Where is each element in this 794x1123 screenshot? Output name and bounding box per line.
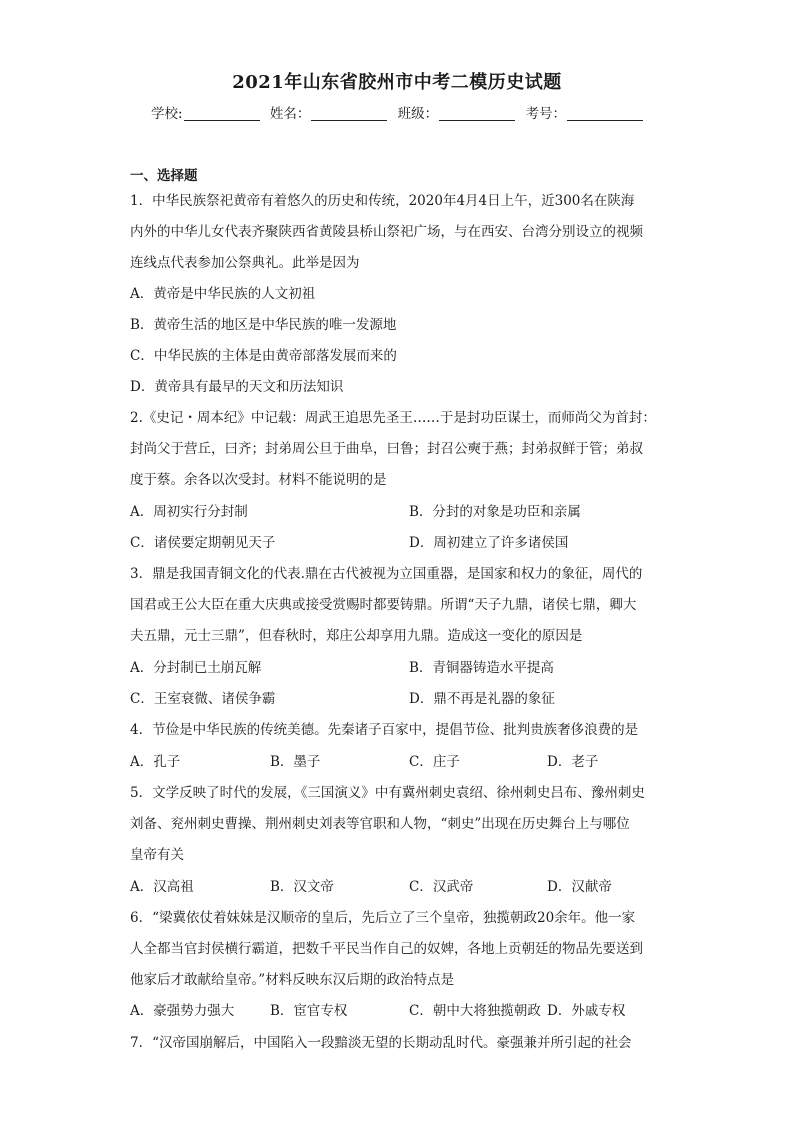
exam-number-blank[interactable]: [567, 106, 643, 121]
name-label: 姓名：: [269, 106, 311, 122]
question-6-option-a[interactable]: A．豪强势力强大: [130, 1003, 235, 1019]
name-blank[interactable]: [311, 106, 387, 121]
question-3-line: 夫五鼎，元士三鼎”，但春秋时，郑庄公却享用九鼎。造成这一变化的原因是: [130, 628, 583, 644]
school-blank[interactable]: [184, 106, 260, 121]
question-7-line: 7．“汉帝国崩解后，中国陷入一段黯淡无望的长期动乱时代。豪强兼并所引起的社会: [130, 1035, 632, 1051]
question-1-option-d[interactable]: D．黄帝具有最早的天文和历法知识: [130, 379, 344, 395]
question-5-line: 皇帝有关: [130, 847, 184, 863]
question-6-option-b[interactable]: B．宦官专权: [270, 1003, 348, 1019]
question-1-option-a[interactable]: A．黄帝是中华民族的人文初祖: [130, 286, 316, 302]
question-2-line: 度于蔡。余各以次受封。材料不能说明的是: [130, 472, 387, 488]
question-4-line: 4．节俭是中华民族的传统美德。先秦诸子百家中，提倡节俭、批判贵族奢侈浪费的是: [130, 722, 639, 738]
question-6-line: 6．“梁冀依仗着妹妹是汉顺帝的皇后，先后立了三个皇帝，独揽朝政20余年。他一家: [130, 910, 636, 926]
section-title: 一、选择题: [130, 168, 198, 184]
question-4-option-c[interactable]: C．庄子: [409, 754, 460, 770]
question-1-line: 1．中华民族祭祀黄帝有着悠久的历史和传统，2020年4月4日上午，近300名在陕海: [130, 193, 635, 209]
exam-number-label: 考号：: [525, 106, 566, 122]
class-label: 班级：: [397, 106, 439, 122]
question-3-option-b[interactable]: B．青铜器铸造水平提高: [409, 660, 554, 676]
question-5-line: 刘备、兖州刺史曹操、荆州刺史刘表等官职和人物，“刺史”出现在历史舞台上与哪位: [130, 816, 630, 832]
question-3-option-c[interactable]: C．王室衰微、诸侯争霸: [130, 691, 276, 707]
class-field[interactable]: [398, 102, 516, 122]
question-6-option-c[interactable]: C．朝中大将独揽朝政: [409, 1003, 541, 1019]
question-3-option-a[interactable]: A．分封制已土崩瓦解: [130, 660, 262, 676]
school-label: 学校:: [151, 106, 183, 122]
question-2-option-a[interactable]: A．周初实行分封制: [130, 504, 248, 520]
name-field[interactable]: [270, 102, 388, 122]
question-2-option-c[interactable]: C．诸侯要定期朝见天子: [130, 535, 276, 551]
question-6-option-d[interactable]: D．外戚专权: [547, 1003, 626, 1019]
question-2-option-b[interactable]: B．分封的对象是功臣和亲属: [409, 504, 581, 520]
question-5-option-c[interactable]: C．汉武帝: [409, 879, 474, 895]
question-4-option-d[interactable]: D．老子: [547, 754, 599, 770]
question-2-line: 封尚父于营丘，曰齐；封弟周公旦于曲阜，曰鲁；封召公奭于燕；封弟叔鲜于管；弟叔: [130, 441, 643, 457]
question-5-option-a[interactable]: A．汉高祖: [130, 879, 194, 895]
student-info-row: [0, 102, 794, 122]
class-blank[interactable]: [439, 106, 515, 121]
page-title: 2021年山东省胶州市中考二模历史试题: [232, 72, 562, 93]
school-field[interactable]: [151, 102, 260, 122]
question-3-option-d[interactable]: D．鼎不再是礼器的象征: [409, 691, 555, 707]
question-1-line: 连线点代表参加公祭典礼。此举是因为: [130, 255, 360, 271]
question-5-option-d[interactable]: D．汉献帝: [547, 879, 612, 895]
exam-number-field[interactable]: [525, 102, 643, 122]
question-1-line: 内外的中华儿女代表齐聚陕西省黄陵县桥山祭祀广场，与在西安、台湾分别设立的视频: [130, 224, 643, 240]
question-4-option-a[interactable]: A．孔子: [130, 754, 181, 770]
question-3-line: 3．鼎是我国青铜文化的代表.鼎在古代被视为立国重器，是国家和权力的象征，周代的: [130, 566, 643, 582]
question-4-option-b[interactable]: B．墨子: [270, 754, 321, 770]
question-5-line: 5．文学反映了时代的发展，《三国演义》中有冀州刺史袁绍、徐州刺史吕布、豫州刺史: [130, 785, 645, 801]
question-6-line: 人全都当官封侯横行霸道，把数千平民当作自己的奴婢，各地上贡朝廷的物品先要送到: [130, 941, 643, 957]
question-1-option-b[interactable]: B．黄帝生活的地区是中华民族的唯一发源地: [130, 317, 397, 333]
question-1-option-c[interactable]: C．中华民族的主体是由黄帝部落发展而来的: [130, 348, 397, 364]
question-2-line: 2.《史记・周本纪》中记载：周武王追思先圣王……于是封功臣谋士，而师尚父为首封：: [130, 410, 656, 426]
question-3-line: 国君或王公大臣在重大庆典或接受赏赐时都要铸鼎。所谓“天子九鼎，诸侯七鼎，卿大: [130, 597, 637, 613]
question-6-line: 他家后才敢献给皇帝。”材料反映东汉后期的政治特点是: [130, 972, 455, 988]
question-2-option-d[interactable]: D．周初建立了许多诸侯国: [409, 535, 569, 551]
question-5-option-b[interactable]: B．汉文帝: [270, 879, 334, 895]
